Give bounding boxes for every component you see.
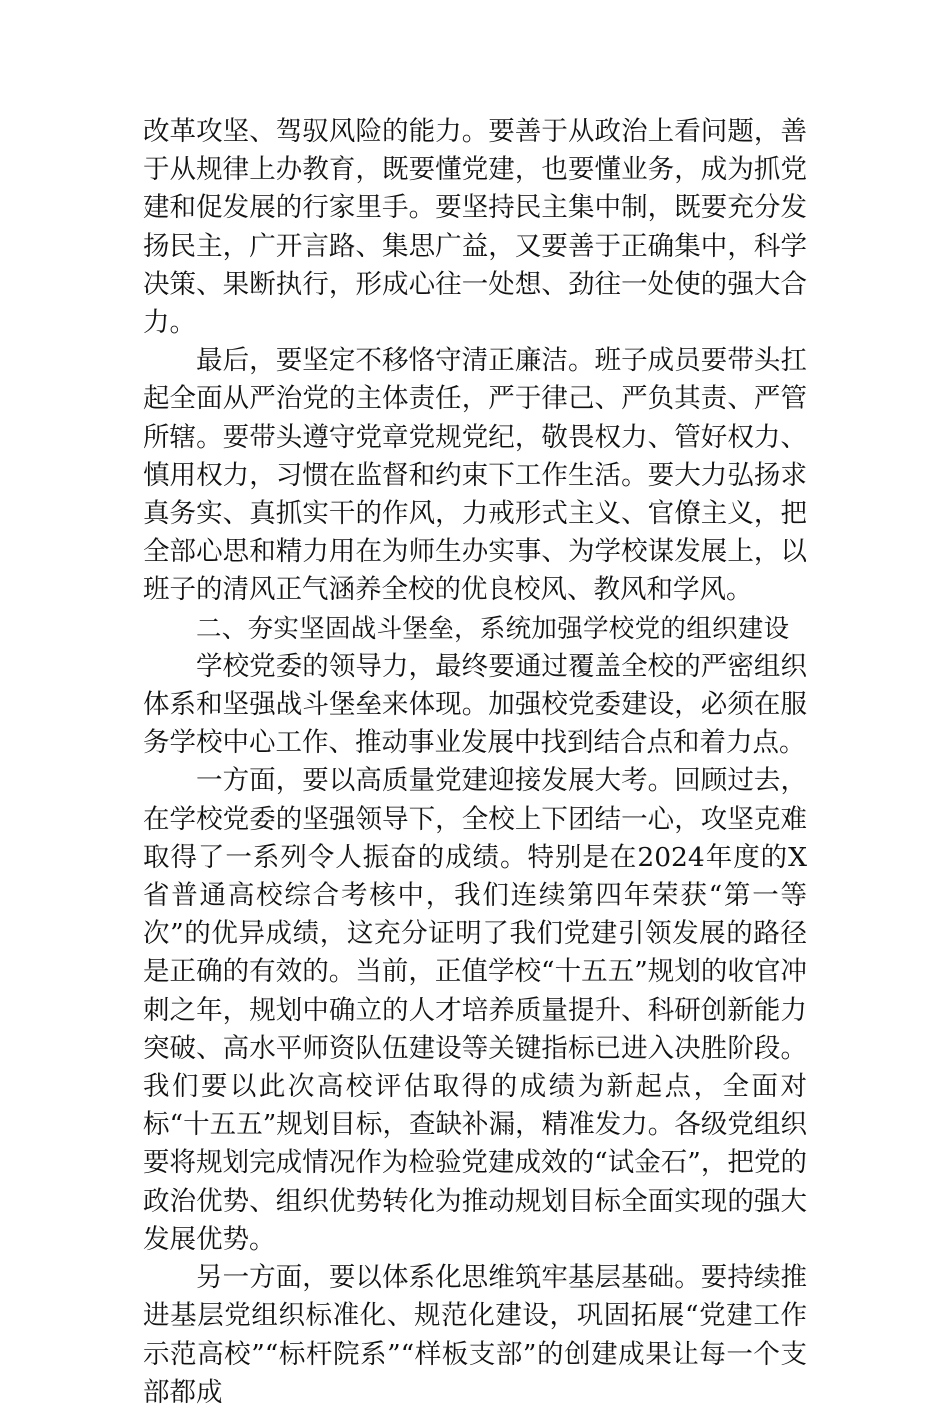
paragraph-integrity: 最后，要坚定不移恪守清正廉洁。班子成员要带头扛起全面从严治党的主体责任，严于律己、严负其责、严管所辖。要带头遵守党章党规党纪，敬畏权力、管好权力、慎用权力，习惯在监督和约束下工作生活。要大力弘扬求真务实、真抓实干的作风，力戒形式主义、官僚主义，把全部心思和精力用在为师生办实事、为学校谋发展上，以班子的清风正气涵养全校的优良校风、教风和学风。 <box>143 345 807 606</box>
paragraph-grassroots: 另一方面，要以体系化思维筑牢基层基础。要持续推进基层党组织标准化、规范化建设，巩固拓展“党建工作示范高校”“标杆院系”“样板支部”的创建成果让每一个支部都成 <box>143 1262 807 1408</box>
paragraph-continuation: 改革攻坚、驾驭风险的能力。要善于从政治上看问题，善于从规律上办教育，既要懂党建，也要懂业务，成为抓党建和促发展的行家里手。要坚持民主集中制，既要充分发扬民主，广开言路、集思广益，又要善于正确集中，科学决策、果断执行，形成心往一处想、劲往一处使的强大合力。 <box>143 116 807 339</box>
paragraph-organization: 学校党委的领导力，最终要通过覆盖全校的严密组织体系和坚强战斗堡垒来体现。加强校党委建设，必须在服务学校中心工作、推动事业发展中找到结合点和着力点。 <box>143 650 807 759</box>
section-heading: 二、夯实坚固战斗堡垒，系统加强学校党的组织建设 <box>196 613 790 644</box>
paragraph-development: 一方面，要以高质量党建迎接发展大考。回顾过去，在学校党委的坚强领导下，全校上下团结一心，攻坚克难取得了一系列令人振奋的成绩。特别是在2024年度的X省普通高校综合考核中，我们连续第四年荣获“第一等次”的优异成绩，这充分证明了我们党建引领发展的路径是正确的有效的。当前，正值学校“十五五”规划的收官冲刺之年，规划中确立的人才培养质量提升、科研创新能力突破、高水平师资队伍建设等关键指标已进入决胜阶段。我们要以此次高校评估取得的成绩为新起点，全面对标“十五五”规划目标，查缺补漏，精准发力。各级党组织要将规划完成情况作为检验党建成效的“试金石”，把党的政治优势、组织优势转化为推动规划目标全面实现的强大发展优势。 <box>143 765 807 1255</box>
document-body <box>143 113 807 1412</box>
